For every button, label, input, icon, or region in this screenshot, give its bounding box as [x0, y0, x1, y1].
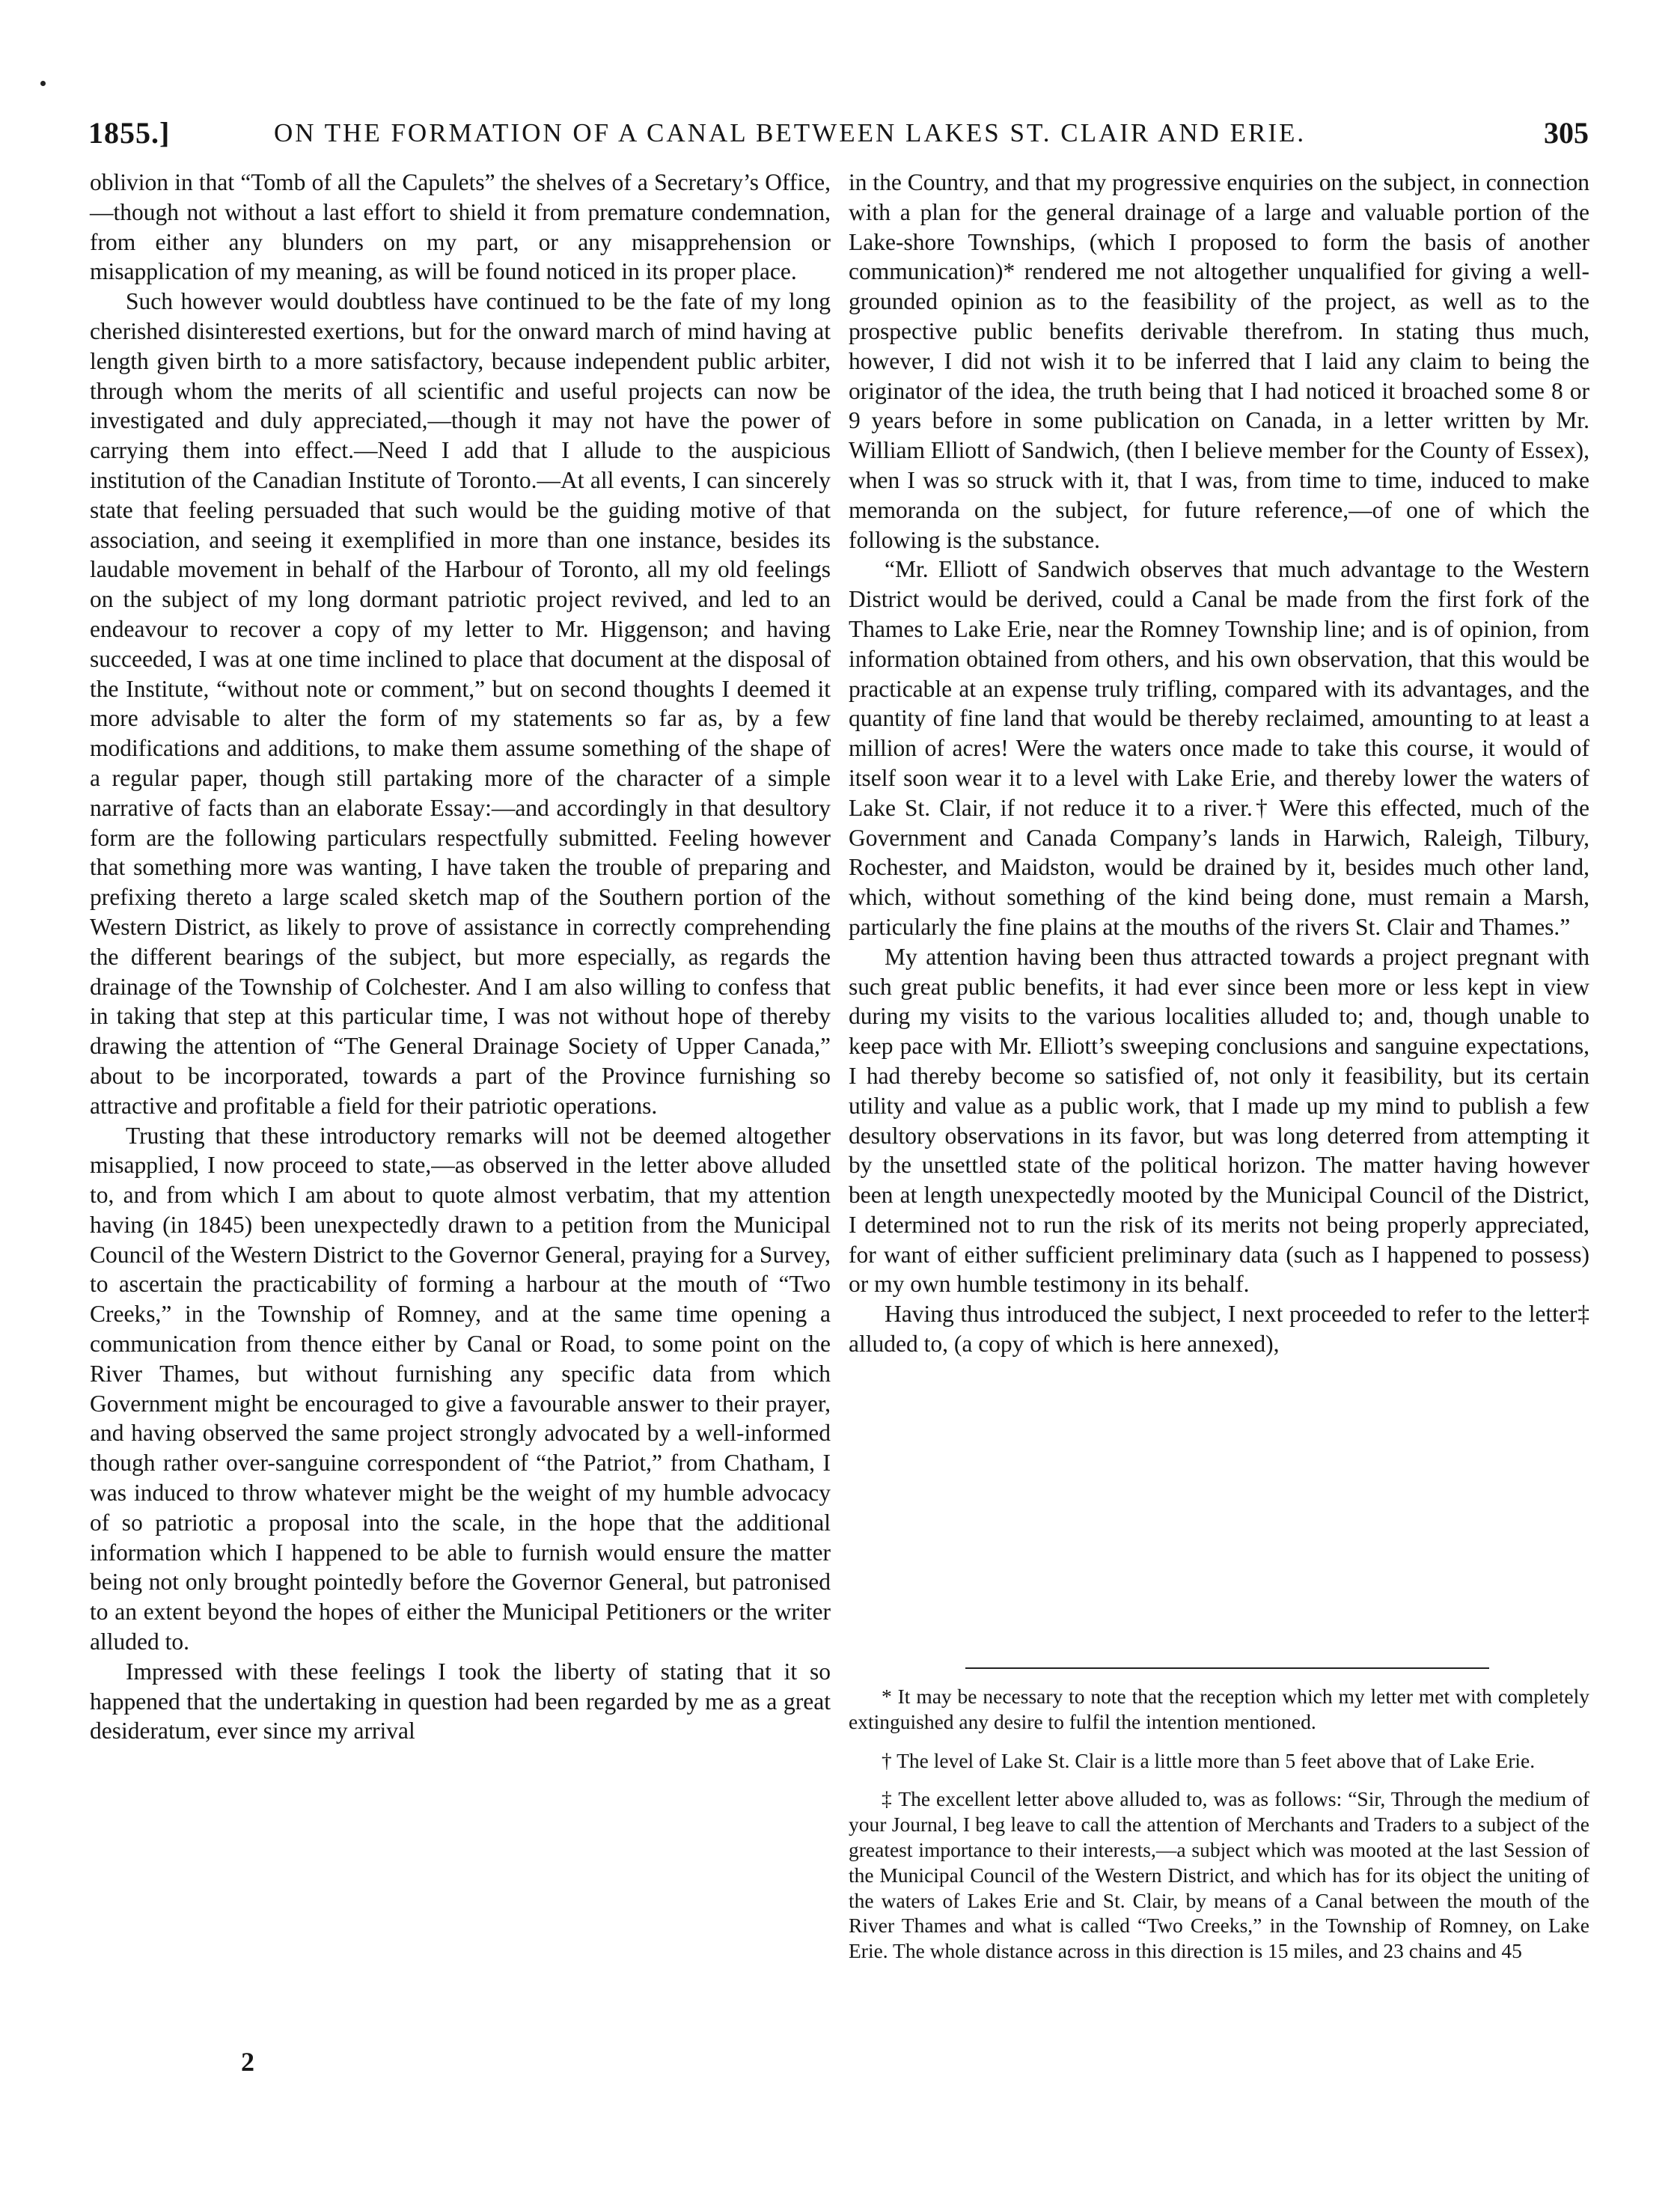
paragraph: in the Country, and that my progressive enquiries on the subject, in connection with a plan for the general drainage of a large and valuable portion of the Lake-shore Townships, (which I proposed to form the basis of another communication)* rendered me not altogether unqualified for giving a well-grounded opinion as to the feasibility of the project, as well as to the prospective public benefits derivable therefrom. In stating thus much, however, I did not wish it to be inferred that I laid any claim to being the originator of the idea, the truth being that I had noticed it broached some 8 or 9 years before in some publication on Canada, in a letter written by Mr. William Elliott of Sandwich, (then I believe member for the County of Essex), when I was so struck with it, that I was, from time to time, induced to make memoranda on the subject, for future reference,—of one of which the following is the substance. — [849, 169, 1589, 553]
paragraph: oblivion in that “Tomb of all the Capulets” the shelves of a Secretary’s Office,—though not without a last effort to shield it from premature condemnation, from either any blunders on my part, or any misapprehension or misapplication of my meaning, as will be found noticed in its proper place. — [90, 169, 831, 285]
signature-mark: 2 — [241, 2047, 254, 2077]
paragraph: “Mr. Elliott of Sandwich observes that much advantage to the Western District would be derived, could a Canal be made from the first fork of the Thames to Lake Erie, near the Romney Township line; and is of opinion, from information obtained from others, and his own observation, that this would be practicable at an expense truly trifling, compared with its advantages, and the quantity of fine land that would be thereby reclaimed, amounting to at least a million of acres! Were the waters once made to take this course, it would of itself soon wear it to a level with Lake Erie, and thereby lower the waters of Lake St. Clair, if not reduce it to a river.† Were this effected, much of the Government and Canada Company’s lands in Harwich, Raleigh, Tilbury, Rochester, and Maidston, would be drained by it, besides much other land, which, without something of the kind being done, must remain a Marsh, particularly the fine plains at the mouths of the rivers St. Clair and Thames.” — [849, 556, 1589, 940]
footnote: † The level of Lake St. Clair is a little more than 5 feet above that of Lake Erie. — [882, 1748, 1536, 1772]
running-header — [88, 115, 1589, 160]
header-year: 1855.] — [88, 116, 171, 150]
footnote-divider — [965, 1667, 1489, 1669]
header-title: ON THE FORMATION OF A CANAL BETWEEN LAKES ST. CLAIR AND ERIE. — [274, 118, 1307, 147]
left-column — [90, 168, 831, 1746]
footnotes — [849, 1684, 1589, 1977]
paragraph: Having thus introduced the subject, I next proceeded to refer to the letter‡ alluded to, (a copy of which is here annexed), — [849, 1301, 1589, 1358]
paragraph: Such however would doubtless have continued to be the fate of my long cherished disinterested exertions, but for the onward march of mind having at length given birth to a more satisfactory, because independent public arbiter, through whom the merits of all scientific and useful projects can now be investigated and duly appreciated,—though it may not have the power of carrying them into effect.—Need I add that I allude to the auspicious institution of the Canadian Institute of Toronto.—At all events, I can sincerely state that feeling persuaded that such would be the guiding motive of that association, and seeing it exemplified in more than one instance, besides its laudable movement in behalf of the Harbour of Toronto, all my old feelings on the subject of my long dormant patriotic project revived, and led to an endeavour to recover a copy of my letter to Mr. Higgenson; and having succeeded, I was at one time inclined to place that document at the disposal of the Institute, “without note or comment,” but on second thoughts I deemed it more advisable to alter the form of my statements so far as, by a few modifications and additions, to make them assume something of the shape of a regular paper, though still partaking more of the character of a simple narrative of facts than an elaborate Essay:—and accordingly in that desultory form are the following particulars respectfully submitted. Feeling however that something more was wanting, I have taken the trouble of preparing and prefixing thereto a large scaled sketch map of the Southern portion of the Western District, as likely to prove of assistance in correctly comprehending the different bearings of the subject, but more especially, as regards the drainage of the Township of Colchester. And I am also willing to confess that in taking that step at this particular time, I was not without hope of thereby drawing the attention of “The General Drainage Society of Upper Canada,” about to be incorporated, towards a part of the Province furnishing so attractive and profitable a field for their patriotic operations. — [90, 288, 831, 1119]
stray-dot-mark — [40, 81, 46, 86]
footnote: ‡ The excellent letter above alluded to, was as follows: “Sir, Through the medium of your Journal, I beg leave to call the attention of Merchants and Traders to a subject of the greatest importance to their interests,—a subject which was mooted at the last Session of the Municipal Council of the Western District, and which has for its object the uniting of the waters of Lakes Erie and St. Clair, by means of a Canal between the mouth of the River Thames and what is called “Two Creeks,” in the Township of Romney, on Lake Erie. The whole distance across in this direction is 15 miles, and 23 chains and 45 — [849, 1787, 1589, 1963]
paragraph: My attention having been thus attracted towards a project pregnant with such great public benefits, it had ever since been more or less kept in view during my visits to the various localities alluded to; and, though unable to keep pace with Mr. Elliott’s sweeping conclusions and sanguine expectations, I had thereby become so satisfied of, not only it feasibility, but its certain utility and value as a public work, that I made up my mind to publish a few desultory observations in its favor, but was long deterred from attempting it by the unsettled state of the political horizon. The matter having however been at length unexpectedly mooted by the Municipal Council of the District, I determined not to run the risk of its merits not being properly appreciated, for want of either sufficient preliminary data (such as I happened to possess) or my own humble testimony in its behalf. — [849, 943, 1589, 1298]
page-number: 305 — [1544, 116, 1589, 150]
paragraph: Trusting that these introductory remarks will not be deemed altogether misapplied, I now proceed to state,—as observed in the letter above alluded to, and from which I am about to quote almost verbatim, that my attention having (in 1845) been unexpectedly drawn to a petition from the Municipal Council of the Western District to the Governor General, praying for a Survey, to ascertain the practicability of forming a harbour at the mouth of “Two Creeks,” in the Township of Romney, and at the same time opening a communication from thence either by Canal or Road, to some point on the River Thames, but without furnishing any specific data from which Government might be encouraged to give a favourable answer to their prayer, and having observed the same project strongly advocated by a well-informed though rather over-sanguine correspondent of “the Patriot,” from Chatham, I was induced to throw whatever might be the weight of my humble advocacy of so patriotic a proposal into the scale, in the hope that the additional information which I happened to be able to furnish would ensure the matter being not only brought pointedly before the Governor General, but patronised to an extent beyond the hopes of either the Municipal Petitioners or the writer alluded to. — [90, 1122, 831, 1655]
right-column — [849, 168, 1589, 1359]
footnote: * It may be necessary to note that the reception which my letter met with completely extinguished any desire to fulfil the intention mentioned. — [849, 1685, 1589, 1733]
paragraph: Impressed with these feelings I took the liberty of stating that it so happened that the undertaking in question had been regarded by me as a great desideratum, ever since my arrival — [90, 1658, 831, 1744]
